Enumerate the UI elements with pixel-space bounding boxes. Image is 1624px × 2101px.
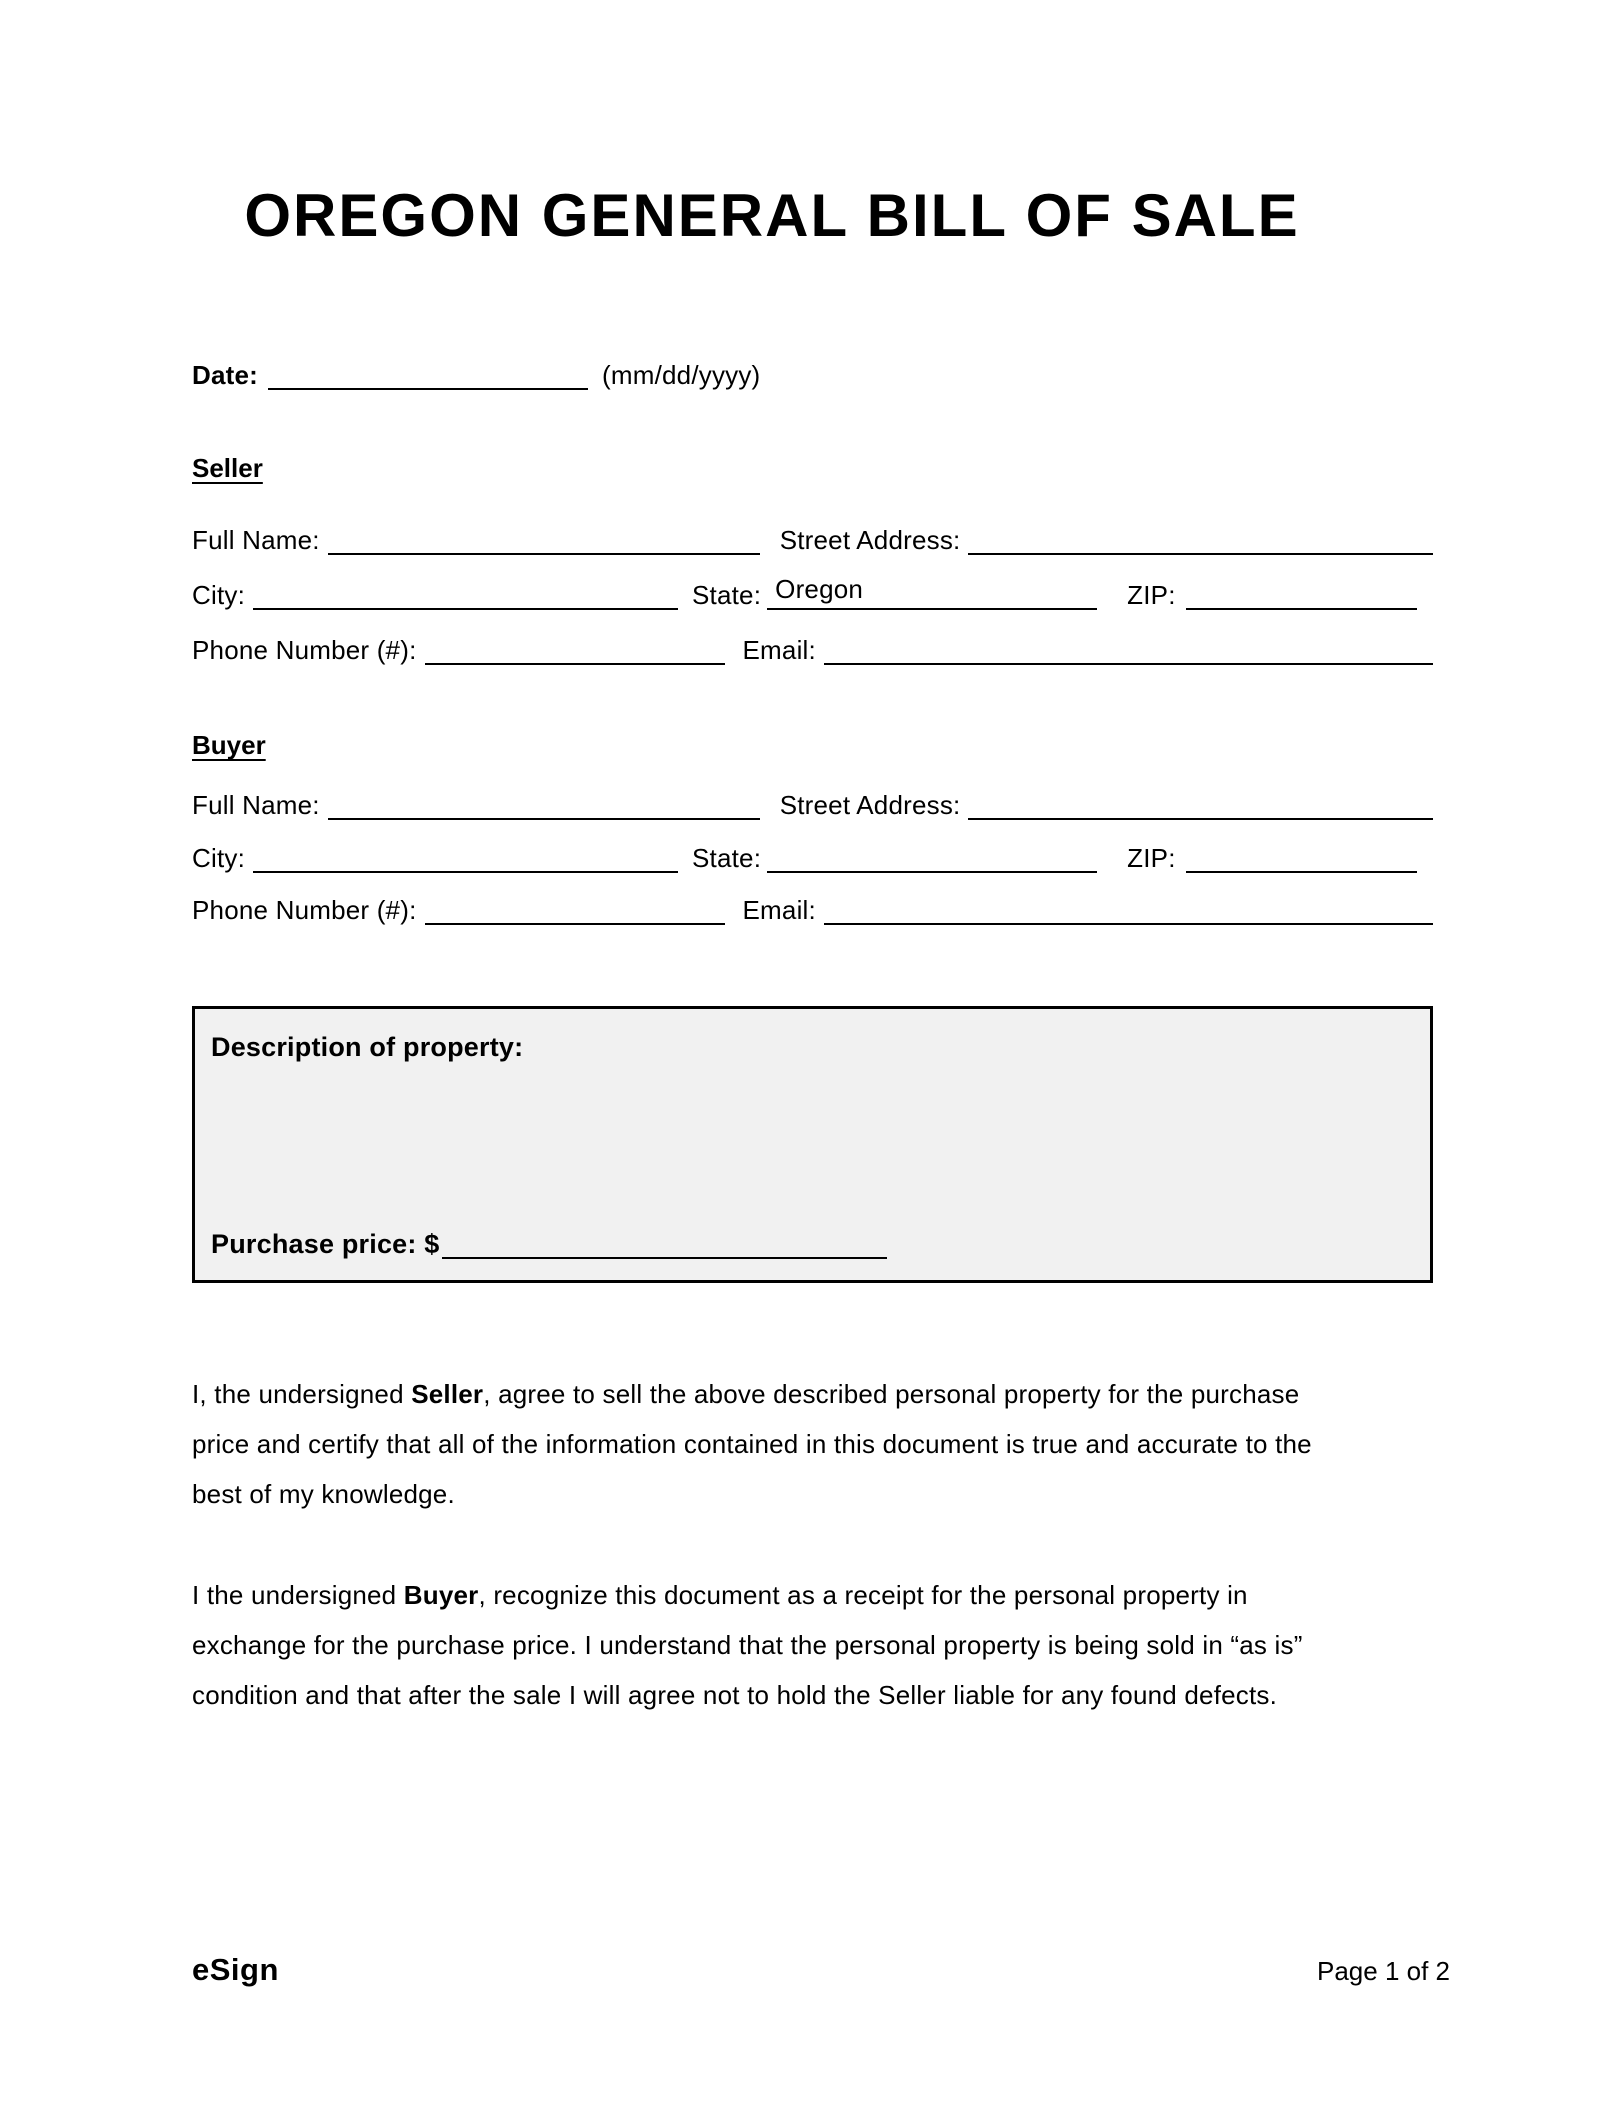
seller-email-label: Email: — [742, 635, 816, 665]
seller-full-name-label: Full Name: — [192, 525, 320, 555]
seller-email-field[interactable] — [824, 633, 1433, 665]
seller-zip-label: ZIP: — [1127, 580, 1176, 610]
seller-phone-label: Phone Number (#): — [192, 635, 417, 665]
buyer-section-heading: Buyer — [192, 730, 266, 760]
property-description-box — [192, 1006, 1433, 1283]
seller-word-bold: Seller — [411, 1379, 484, 1409]
seller-state-field[interactable] — [767, 574, 1097, 610]
buyer-state-field[interactable] — [767, 841, 1097, 873]
date-row — [192, 355, 1433, 395]
purchase-price-label: Purchase price: $ — [211, 1229, 440, 1259]
seller-state-value: Oregon — [775, 574, 864, 604]
seller-city-field[interactable] — [253, 578, 678, 610]
buyer-name-address-row — [192, 785, 1433, 825]
seller-city-state-zip-row — [192, 575, 1433, 615]
seller-name-address-row — [192, 520, 1433, 560]
esign-logo: eSign — [192, 1952, 279, 1987]
page-footer — [192, 1952, 1450, 1988]
buyer-full-name-label: Full Name: — [192, 790, 320, 820]
buyer-street-address-field[interactable] — [968, 788, 1433, 820]
buyer-city-state-zip-row — [192, 838, 1433, 878]
buyer-phone-label: Phone Number (#): — [192, 895, 417, 925]
buyer-full-name-field[interactable] — [328, 788, 760, 820]
buyer-zip-label: ZIP: — [1127, 843, 1176, 873]
seller-phone-field[interactable] — [425, 633, 725, 665]
seller-phone-email-row — [192, 630, 1433, 670]
buyer-phone-field[interactable] — [425, 893, 725, 925]
purchase-price-row — [211, 1224, 1414, 1264]
buyer-word-bold: Buyer — [403, 1580, 479, 1610]
property-description-label: Description of property: — [211, 1032, 524, 1062]
seller-street-address-field[interactable] — [968, 523, 1433, 555]
date-field[interactable] — [268, 358, 588, 390]
buyer-agreement-paragraph: I the undersigned Buyer, recognize this document as a receipt for the personal property in exchange for the purchase price. I understand that the personal property is being sold in “as is” condition and that after the sale I will agree not to hold the Seller liable for any found defects. — [192, 1580, 1303, 1710]
buyer-zip-field[interactable] — [1186, 841, 1417, 873]
seller-street-address-label: Street Address: — [779, 525, 961, 555]
document-title: OREGON GENERAL BILL OF SALE — [244, 182, 1300, 249]
date-label: Date: — [192, 360, 259, 390]
page-indicator: Page 1 of 2 — [1317, 1956, 1450, 1986]
buyer-email-field[interactable] — [824, 893, 1433, 925]
seller-state-label: State: — [692, 580, 762, 610]
seller-city-label: City: — [192, 580, 245, 610]
property-description-area[interactable] — [211, 1067, 1414, 1224]
seller-agreement-paragraph: I, the undersigned Seller, agree to sell the above described personal property for the purchase price and certify that all of the information contained in this document is true and accurate to the best of my knowledge. — [192, 1379, 1312, 1509]
buyer-phone-email-row — [192, 890, 1433, 930]
date-format-hint: (mm/dd/yyyy) — [602, 360, 761, 390]
seller-full-name-field[interactable] — [328, 523, 760, 555]
buyer-state-label: State: — [692, 843, 762, 873]
buyer-email-label: Email: — [742, 895, 816, 925]
purchase-price-field[interactable] — [442, 1227, 887, 1259]
seller-zip-field[interactable] — [1186, 578, 1417, 610]
seller-section-heading: Seller — [192, 453, 263, 483]
buyer-city-field[interactable] — [253, 841, 678, 873]
buyer-street-address-label: Street Address: — [779, 790, 961, 820]
buyer-city-label: City: — [192, 843, 245, 873]
